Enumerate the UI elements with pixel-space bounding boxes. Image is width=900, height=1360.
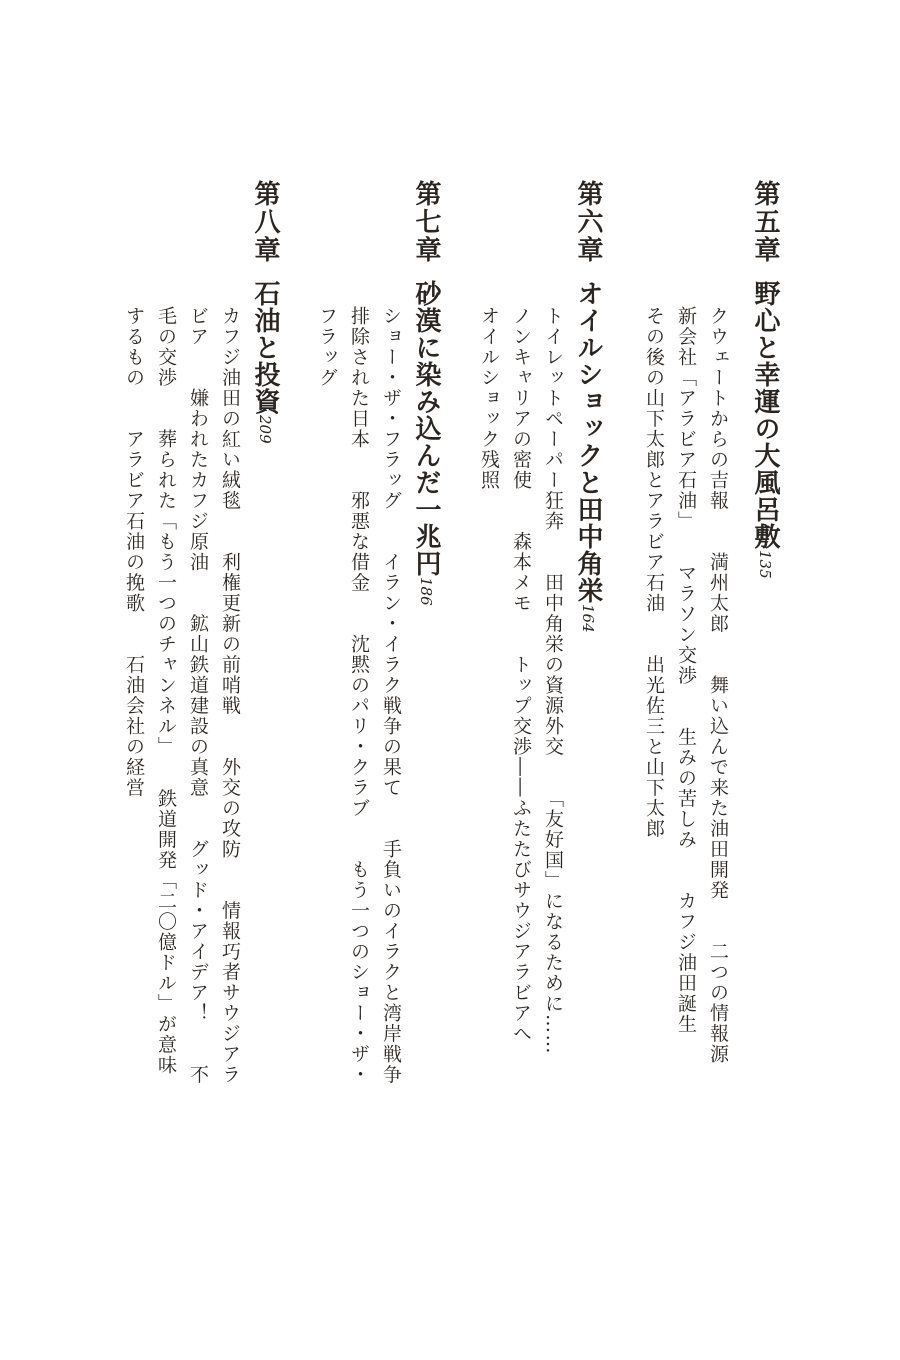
chapter-8-title-group [252,280,278,444]
chapter-6-sections-line-3: オイルショック残照 [478,306,500,491]
chapter-5-page-number: 135 [756,550,774,579]
chapter-5-sections-line-2: 新会社「アラビア石油」 マラソン交渉 生みの苦しみ カフジ油田誕生 [675,306,697,1035]
chapter-8-sections-line-3: 毛の交渉 葬られた「もう一つのチャンネル」 鉄道開発「二〇億ドル」が意味 [155,306,177,1076]
chapter-7-title: 砂漠に染み込んだ一兆円 [411,280,441,577]
chapter-5-title: 野心と幸運の大風呂敷 [750,280,780,550]
chapter-7-title-group [413,280,439,606]
chapter-6-title-group [575,280,601,633]
chapter-6-label: 第六章 [573,180,603,264]
chapter-5-sections-line-1: クウェートからの吉報 満州太郎 舞い込んで来た油田開発 二つの情報源 [707,306,729,1065]
chapter-6-sections-line-2: ノンキャリアの密使 森本メモ トップ交渉――ふたたびサウジアラビアへ [510,306,532,1044]
chapter-5-sections-line-3: その後の山下太郎とアラビア石油 出光佐三と山下太郎 [643,306,665,839]
chapter-7-sections-line-3: フラッグ [316,306,338,388]
chapter-7-sections-line-2: 排除された日本 邪悪な借金 沈黙のパリ・クラブ もう一つのショー・ザ・ [348,306,370,1085]
chapter-5-title-group [752,280,778,579]
chapter-8-page-number: 209 [256,415,274,444]
chapter-7-sections-line-1: ショー・ザ・フラッグ イラン・イラク戦争の果て 手負いのイラクと湾岸戦争 [380,306,402,1085]
chapter-6-title: オイルショックと田中角栄 [573,280,603,604]
chapter-8-sections-line-4: するもの アラビア石油の挽歌 石油会社の経営 [123,306,145,798]
chapter-8-sections-line-2: ビア 嫌われたカフジ原油 鉱山鉄道建設の真意 グッド・アイデア！ 不 [187,306,209,1085]
chapter-5-label: 第五章 [750,180,780,264]
chapter-8-label: 第八章 [250,180,280,264]
chapter-7-label: 第七章 [411,180,441,264]
chapter-8-sections-line-1: カフジ油田の紅い絨毯 利権更新の前哨戦 外交の攻防 情報巧者サウジアラ [219,306,241,1085]
chapter-8-title: 石油と投資 [250,280,280,415]
chapter-6-sections-line-1: トイレットペーパー狂奔 田中角栄の資源外交 「友好国」になるために…… [542,306,564,1055]
chapter-6-page-number: 164 [579,604,597,633]
chapter-7-page-number: 186 [417,577,435,606]
